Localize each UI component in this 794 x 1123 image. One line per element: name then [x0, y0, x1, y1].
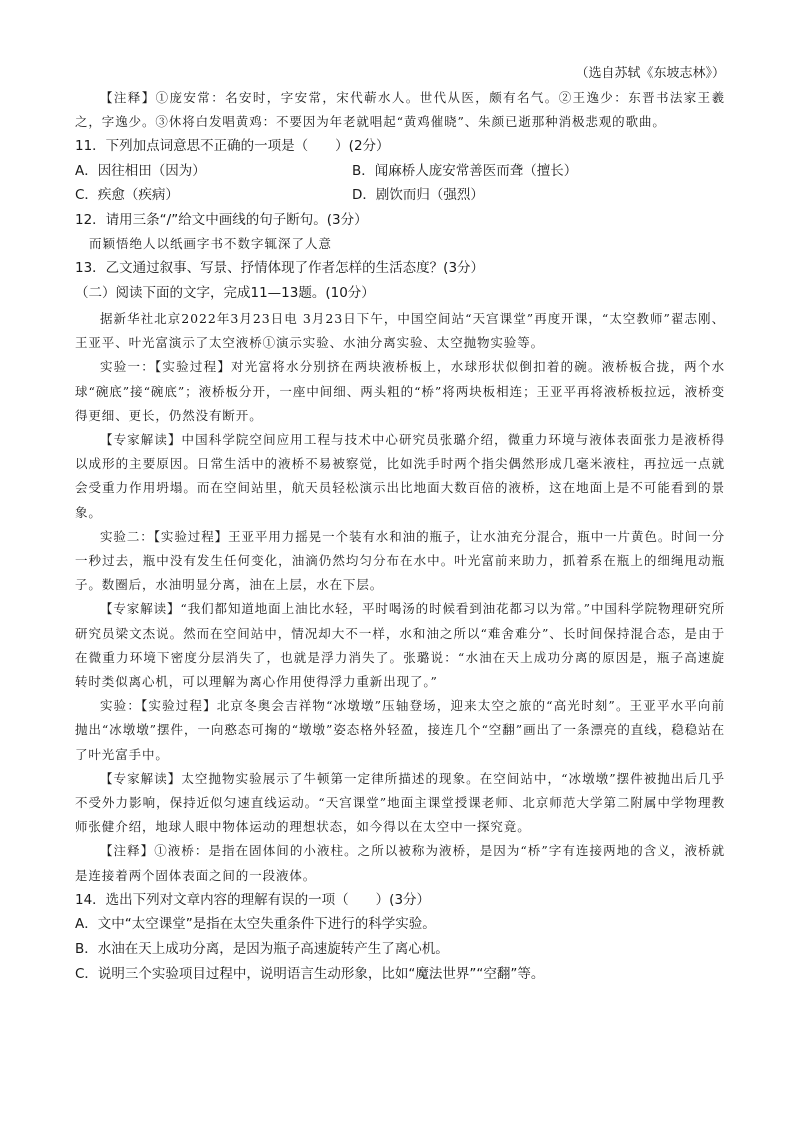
q14-option-b: B．水油在天上成功分离，是因为瓶子高速旋转产生了离心机。 [75, 941, 449, 958]
option-b: B．闻麻桥人庞安常善医而聋（擅长） [352, 162, 578, 179]
article-paragraph-7: 【专家解读】太空抛物实验展示了牛顿第一定律所描述的现象。在空间站中，“冰墩墩”摆件被抛出后几乎不受外力影响，保持近似匀速直线运动。“天宫课堂”地面主课堂授课老师、北京师范大学第二附属中学物理教师张健介绍，地球人眼中物体运动的理想状态，如今得以在太空中一探究竟。 [75, 770, 725, 835]
page-content [75, 64, 725, 987]
q14-option-c: C．说明三个实验项目过程中，说明语言生动形象，比如“魔法世界”“空翻”等。 [75, 966, 545, 983]
question-14: 14．选出下列对文章内容的理解有误的一项（ ）(3分） [75, 891, 431, 908]
article-paragraph-4: 实验二：【实验过程】王亚平用力摇晃一个装有水和油的瓶子，让水油充分混合，瓶中一片黄色。时间一分一秒过去，瓶中没有发生任何变化，油滴仍然均匀分布在水中。叶光富前来助力，抓着系在瓶上的细绳甩动瓶子。数圈后，水油明显分离，油在上层，水在下层。 [75, 528, 725, 593]
question-12-sentence: 而颖悟绝人以纸画字书不数字辄深了人意 [89, 236, 333, 252]
annotation-1: 【注释】①庞安常：名安时，字安常，宋代蕲水人。世代从医，颇有名气。②王逸少：东晋书法家王羲之，字逸少。③休将白发唱黄鸡：不要因为年老就唱起“黄鸡催晓”、朱颜已逝那种消极悲观的歌曲。 [75, 90, 725, 130]
article-paragraph-6: 实验：【实验过程】北京冬奥会吉祥物“冰墩墩”压轴登场，迎来太空之旅的“高光时刻”。王亚平水平向前抛出“冰墩墩”摆件，一向憨态可掬的“墩墩”姿态格外轻盈，接连几个“空翻”画出了一条漂亮的直线，稳稳站在了叶光富手中。 [75, 698, 725, 762]
question-12: 12．请用三条“/”给文中画线的句子断句。(3分） [75, 211, 368, 228]
question-11: 11．下列加点词意思不正确的一项是（ ）(2分） [75, 138, 390, 155]
annotation-2: 【注释】①液桥：是指在固体间的小液柱。之所以被称为液桥，是因为“桥”字有连接两地的含义，液桥就是连接着两个固体表面之间的一段液体。 [75, 843, 725, 883]
option-c: C．疾愈（疾病） [75, 187, 179, 204]
article-paragraph-3: 【专家解读】中国科学院空间应用工程与技术中心研究员张璐介绍，微重力环境与液体表面张力是液桥得以成形的主要原因。日常生活中的液桥不易被察觉，比如洗手时两个指尖偶然形成几毫米液柱，再拉远一点就会受重力作用坍塌。而在空间站里，航天员轻松演示出比地面大数百倍的液桥，这在地面上是不可能看到的景象。 [75, 431, 725, 520]
section-2-heading: （二）阅读下面的文字，完成11—13题。(10分） [75, 284, 375, 301]
question-11-options [75, 159, 725, 208]
source-citation: （选自苏轼《东坡志林》） [575, 66, 725, 81]
article-paragraph-2: 实验一：【实验过程】对光富将水分别挤在两块液桥板上，水球形状似倒扣着的碗。液桥板合拢，两个水球“碗底”接“碗底”；液桥板分开，一座中间细、两头粗的“桥”将两块板相连；王亚平再将液桥板拉远，液桥变得更细、更长，仍然没有断开。 [75, 359, 725, 423]
option-a: A．因往相田（因为） [75, 162, 206, 179]
article-paragraph-1: 据新华社北京2022年3月23日电 3月23日下午，中国空间站“天宫课堂”再度开课，“太空教师”翟志刚、王亚平、叶光富演示了太空液桥①演示实验、水油分离实验、太空抛物实验等。 [75, 310, 725, 351]
option-d: D．剧饮而归（强烈） [352, 187, 484, 204]
question-13: 13．乙文通过叙事、写景、抒情体现了作者怎样的生活态度？(3分） [75, 260, 485, 277]
q14-option-a: A．文中“太空课堂”是指在太空失重条件下进行的科学实验。 [75, 916, 436, 933]
article-paragraph-5: 【专家解读】“我们都知道地面上油比水轻，平时喝汤的时候看到油花都习以为常。”中国科学院物理研究所研究员梁文杰说。然而在空间站中，情况却大不一样，水和油之所以“难舍难分”、长时间保持混合态，是由于在微重力环境下密度分层消失了，也就是浮力消失了。张璐说：“水油在天上成功分离的原因是，瓶子高速旋转时类似离心机，可以理解为离心作用使得浮力重新出现了。” [75, 601, 725, 689]
